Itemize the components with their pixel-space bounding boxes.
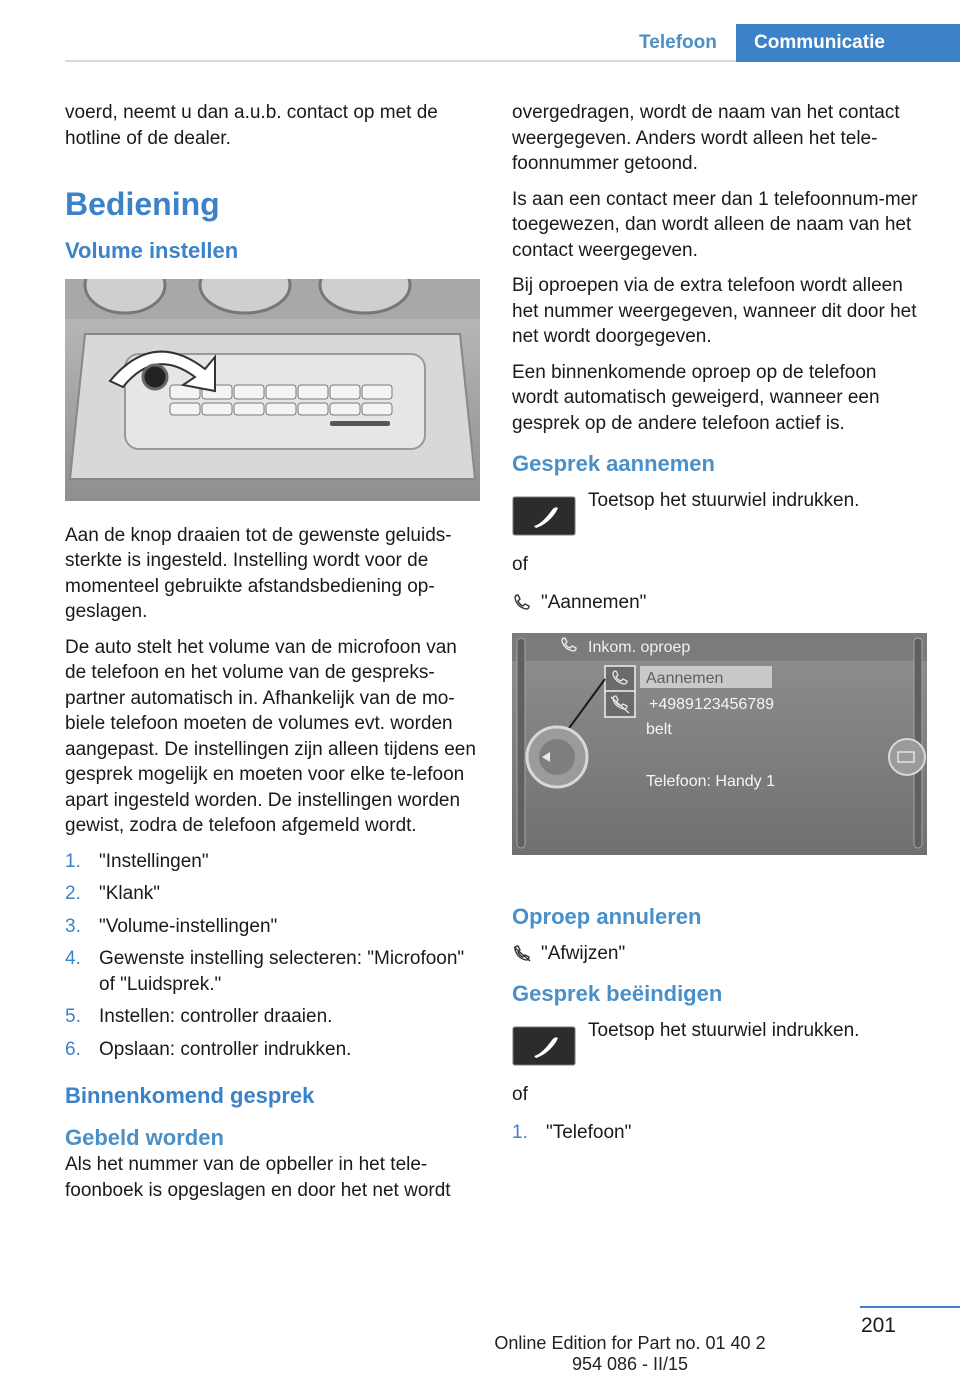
screen-call-status: belt xyxy=(646,721,672,738)
list-item: 2. "Klank" xyxy=(65,883,161,904)
contact-paragraph-4: Een binnenkomende oproep op de telefoon wordt automatisch geweigerd, wanneer een gesprek op de andere telefoon actief is. xyxy=(512,361,880,434)
subheading-incoming-call: Binnenkomend gesprek xyxy=(65,1083,315,1108)
edition-footer: Online Edition for Part no. 01 40 2 954 086 - II/15 xyxy=(494,1333,766,1374)
page-number: 201 xyxy=(860,1314,896,1337)
accept-menu-label: "Aannemen" xyxy=(541,591,647,613)
volume-paragraph-1: Aan de knop draaien tot de gewenste geluids-sterkte is ingesteld. Instelling wordt voor de momenteel gebruikte afstandsbediening op-geslagen. xyxy=(65,524,452,622)
left-column xyxy=(65,100,480,1213)
list-item: 4. Gewenste instelling selecteren: "Microfoon" of "Luidsprek." xyxy=(65,948,465,995)
contact-paragraph-1: overgedragen, wordt de naam van het contact weergegeven. Anders wordt alleen het tele-foonnummer getoond. xyxy=(512,102,900,174)
phone-reject-icon xyxy=(512,943,532,963)
contact-paragraph-3: Bij oproepen via de extra telefoon wordt alleen het nummer weergegeven, wanneer dit door het net wordt doorgegeven. xyxy=(512,275,917,347)
subheading-cancel-call: Oproep annuleren xyxy=(512,903,702,929)
end-instruction-text: Toetsop het stuurwiel indrukken. xyxy=(588,1020,860,1041)
subheading-being-called: Gebeld worden xyxy=(65,1125,224,1150)
list-item: 1. "Instellingen" xyxy=(65,850,209,872)
subheading-end-call: Gesprek beëindigen xyxy=(512,981,723,1006)
reject-menu-label: "Afwijzen" xyxy=(541,942,626,964)
intro-text: voerd, neemt u dan a.u.b. contact op met de hotline of de dealer. xyxy=(65,102,438,149)
accept-instruction-text: Toetsop het stuurwiel indrukken. xyxy=(588,490,860,511)
list-item: 1. "Telefoon" xyxy=(512,1121,632,1143)
phone-accept-icon xyxy=(512,592,532,612)
contact-paragraph-2: Is aan een contact meer dan 1 telefoonnum-mer toegewezen, dan wordt alleen de naam van het contact weergegeven. xyxy=(512,188,918,261)
screen-title: Inkom. oproep xyxy=(588,639,691,656)
incoming-call-screen xyxy=(512,633,927,855)
screen-caller-number: +4989123456789 xyxy=(649,696,775,713)
section-heading-bediening: Bediening xyxy=(65,186,220,222)
options-dial xyxy=(889,739,925,775)
list-item: 5. Instellen: controller draaien. xyxy=(65,1006,333,1027)
being-called-text: Als het nummer van de opbeller in het tele-foonboek is opgeslagen en door het net wordt xyxy=(65,1154,451,1201)
screen-accept-label: Aannemen xyxy=(646,670,724,687)
right-column xyxy=(512,100,927,1165)
reject-menu-row xyxy=(512,941,927,967)
volume-knob xyxy=(143,365,167,389)
or-text-1: of xyxy=(512,554,528,575)
accept-menu-row xyxy=(512,590,927,616)
footer-rule xyxy=(860,1306,960,1308)
end-steps-list xyxy=(512,1120,927,1146)
end-instruction xyxy=(512,1018,927,1066)
list-item: 3. "Volume-instellingen" xyxy=(65,915,278,937)
header-section-tab[interactable]: Telefoon xyxy=(639,32,717,53)
subheading-accept-call: Gesprek aannemen xyxy=(512,451,715,476)
list-item: 6. Opslaan: controller indrukken. xyxy=(65,1038,352,1060)
screen-phone-name: Telefoon: Handy 1 xyxy=(646,773,775,790)
accept-instruction xyxy=(512,488,927,536)
subheading-volume: Volume instellen xyxy=(65,238,239,263)
cd-slot xyxy=(330,421,390,426)
steering-phone-button-icon xyxy=(512,496,576,536)
volume-paragraph-2: De auto stelt het volume van de microfoon van de telefoon en het volume van de gespreks-partner automatisch in. Afhankelijk van de mo-biele telefoon moeten de volumes evt. worden aangepast. De instellingen zijn alleen tijdens een gesprek mogelijk en moeten voor elke te-lefoon apart ingesteld worden. De instellingen worden gewist, zodra de telefoon afgemeld wordt. xyxy=(65,636,476,836)
or-text-2: of xyxy=(512,1084,528,1105)
volume-steps-list xyxy=(65,849,480,1063)
header-chapter-tab[interactable]: Communicatie xyxy=(736,24,960,62)
steering-phone-button-icon xyxy=(512,1026,576,1066)
dashboard-volume-photo xyxy=(65,279,480,501)
